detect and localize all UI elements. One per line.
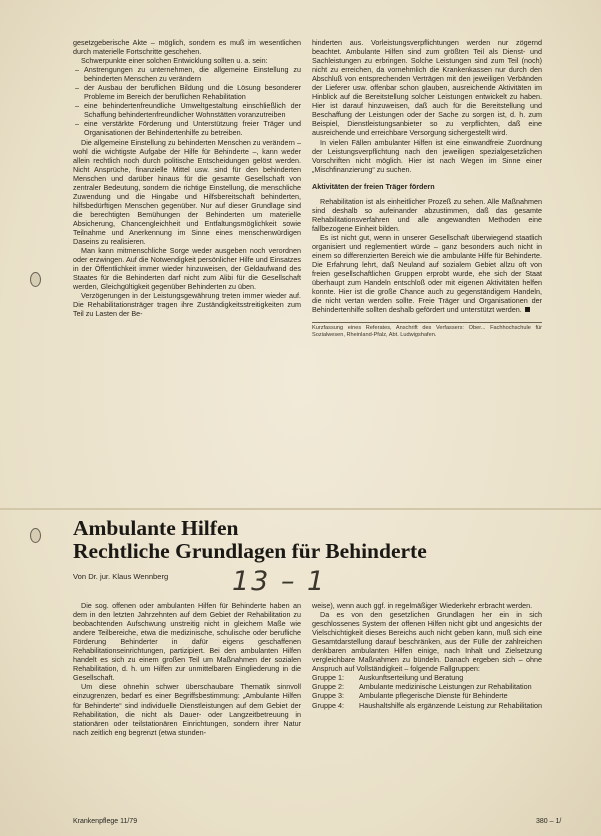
case-group-value: Auskunftserteilung und Beratung — [359, 673, 464, 683]
paragraph: Die sog. offenen oder ambulanten Hilfen für Behinderte haben an dem in den letzten Jahrzehnten auf dem Gebiet der Rehabilitation zu beobachtenden Aufschwung unstreitig nicht in gleichem Maße wie andere Teilbereiche, etwa die medizinische, schulische oder berufliche Förderung Behinderter in dafür eigens geschaffenen Rehabilitationseinrichtungen, partizipiert. Bei den ambulanten Hilfen handelt es sich zu einem großen Teil um Maßnahmen der sozialen Rehabilitation, d. h. um Hilfen zur unmittelbaren Eingliederung in die Gesellschaft. — [73, 601, 301, 683]
article-left-column — [73, 601, 301, 737]
paragraph: Die allgemeine Einstellung zu behinderten Menschen zu verändern – wohl die wichtigste Aufgabe der Hilfe für Behinderte –, kann weder allein rechtlich noch durch politische Entscheidungen gelöst werden. Nicht Ansprüche, finanzielle Mittel usw. sind für den behinderten Menschen und darüber hinaus für die gesamte Gesellschaft von zentraler Bedeutung, sondern die richtige Einstellung, die menschliche Zuwendung und die Hingabe und Hilfsbereitschaft behinderten, hilfsbedürftigen Menschen gegenüber. Nur auf dieser Grundlage sind die berechtigten Bemühungen der Behinderten um materielle Absicherung, Chancengleichheit und Entfaltungsmöglichkeit sowie Teilnahme und Anerkennung im Sinne eines menschenwürdigen Daseins zu realisieren. — [73, 137, 301, 247]
case-group-key: Gruppe 1: — [312, 673, 344, 683]
case-group — [312, 691, 542, 700]
case-group — [312, 701, 542, 710]
case-group-value: Ambulante medizinische Leistungen zur Rehabilitation — [359, 682, 532, 692]
bullet-list — [73, 65, 301, 137]
list-item: – der Ausbau der beruflichen Bildung und die Lösung besonderer Probleme im Bereich der beruflichen Rehabilitation — [73, 83, 301, 101]
paragraph: Um diese ohnehin schwer überschaubare Thematik sinnvoll einzugrenzen, bedarf es einer Begriffsbestimmung: „Ambulante Hilfen für Behinderte“ sind individuelle Dienstleistungen auf dem Gebiet der Rehabilitation, die nicht als Dauer- oder Langzeitbetreuung in stationären oder teilstationären Einrichtungen, sondern ihrer Natur nach zeitlich eng begrenzt (etwa stunden- — [73, 682, 301, 737]
punch-hole-top — [30, 272, 41, 287]
case-group-value: Haushaltshilfe als ergänzende Leistung zur Rehabilitation — [359, 700, 542, 710]
list-item: – eine behindertenfreundliche Umweltgestaltung einschließlich der Schaffung behindertenfreundlicher Wohnstätten voranzutreiben — [73, 101, 301, 119]
section-subheading: Aktivitäten der freien Träger fördern — [312, 181, 435, 191]
case-group — [312, 682, 542, 691]
article-title — [73, 517, 427, 563]
journal-reference: Krankenpflege 11/79 — [73, 818, 138, 825]
paragraph: gesetzgeberische Akte – möglich, sondern es muß im wesentlichen durch materielle Fortschritte geschehen. — [73, 38, 301, 57]
list-item: – Anstrengungen zu unternehmen, die allgemeine Einstellung zu behinderten Menschen zu verändern — [73, 65, 301, 83]
case-group-value: Ambulante pflegerische Dienste für Behinderte — [359, 691, 508, 701]
paragraph — [312, 233, 542, 314]
paragraph: Schwerpunkte einer solchen Entwicklung sollten u. a. sein: — [81, 56, 268, 66]
case-group-key: Gruppe 4: — [312, 700, 344, 710]
paragraph: hinderten aus. Vorleistungsverpflichtungen werden nur zögernd beachtet. Ambulante Hilfen sind zum größten Teil als Dienst- und Sachleistungen zu erbringen. Solche Leistungen sind zum Teil (noch) nicht zu erreichen, da vornehmlich die Krankenkassen nur durch den Abschluß von entsprechenden Verträgen mit den jeweiligen Verbänden der Lieferer usw. offenbar schon glauben, ausreichende Aktivitäten im Hinblick auf die Bereitstellung solcher Leistungen entwickelt zu haben. Hier ist darauf hinzuweisen, daß auch für die Bereitstellung und Beschaffung der Leistungen oder der Sache zu sorgen ist, d. h. zum Beispiel, Dienstleistungsanbieter so zu verpflichten, daß eine ausreichende und erreichbare Versorgung sichergestellt wird. — [312, 38, 542, 138]
top-left-column — [73, 38, 301, 318]
case-group-key: Gruppe 2: — [312, 682, 344, 692]
top-right-column — [312, 38, 542, 339]
page-number: 380 – 1/ — [536, 818, 562, 825]
article-right-column — [312, 601, 542, 710]
paragraph: Man kann mitmenschliche Sorge weder ausgeben noch verordnen oder erzwingen. Auf die Notwendigkeit persönlicher Hilfe und Einsatzes in der Öffentlichkeit immer wieder hinzuweisen, der Geldaufwand des Staates für die Behinderten darf nicht zum Alibi für die Gesellschaft werden, Gleichgültigkeit gegenüber Behinderten zu üben. — [73, 246, 301, 292]
page-fold — [0, 508, 601, 510]
end-mark — [525, 307, 530, 312]
paragraph-text: Es ist nicht gut, wenn in unserer Gesellschaft überwiegend staatlich organisiert und reglementiert würde – ganz besonders auch nicht in einem so differenzierten Bereich wie die ambulante Hilfe für Behinderte. Die Erfahrung lehrt, daß Neuland auf sozialem Gebiet allzu oft von freien gesellschaftlichen Gruppen erprobt wurde, ehe sich der Staat überhaupt zum Handeln entschloß oder mit eigenen Aktivitäten helfen konnte. Hier ist die große Chance auch zu gegenständigem Handeln, die nicht vertan werden sollte. Freie Träger und Organisationen der Behindertenhilfe sollten deshalb gefördert und unterstützt werden. — [312, 232, 542, 315]
paragraph: Rehabilitation ist als einheitlicher Prozeß zu sehen. Alle Maßnahmen sind deshalb so aufeinander abzustimmen, daß das gesamte Rehabilitationsverfahren und alle angewandten Methoden eine fallbezogene Einheit bilden. — [312, 196, 542, 233]
case-group — [312, 673, 542, 682]
footnote: Kurzfassung eines Referates, Anschrift des Verfassers: Ober... Fachhochschule für Sozialwesen, Rheinland-Pfalz, Abt. Ludwigshafen. — [312, 322, 542, 338]
article-title-line-2: Rechtliche Grundlagen für Behinderte — [73, 539, 427, 563]
case-group-key: Gruppe 3: — [312, 691, 344, 701]
list-item: – eine verstärkte Förderung und Unterstützung freier Träger und Organisationen der Behindertenhilfe zu betreiben. — [73, 119, 301, 137]
paragraph: weise), wenn auch ggf. in regelmäßiger Wiederkehr erbracht werden. — [312, 601, 533, 610]
paragraph: Verzögerungen in der Leistungsgewährung treten immer wieder auf. Die Rehabilitationsträger tragen ihre Zuständigkeitsstreitigkeiten zum Teil zu Lasten der Be- — [73, 291, 301, 319]
handwritten-note: 13 – 1 — [232, 566, 327, 597]
paragraph: Da es von den gesetzlichen Grundlagen her ein in sich geschlossenes System der offenen Hilfen nicht gibt und angesichts der Vielschichtigkeit dieses Bereichs auch nicht geben kann, muß sich eine Gesamtdarstellung darauf beschränken, aus der Fülle der zahlreichen denkbaren ambulanten Hilfen einige, nach Inhalt und Zielsetzung vergleichbare Maßnahmen zu bündeln. Danach ergeben sich – ohne Anspruch auf Vollständigkeit – folgende Fallgruppen: — [312, 610, 542, 674]
article-author: Von Dr. jur. Klaus Wennberg — [73, 572, 169, 581]
article-title-line-1: Ambulante Hilfen — [73, 516, 239, 540]
punch-hole-bottom — [30, 528, 41, 543]
paragraph: In vielen Fällen ambulanter Hilfen ist eine einwandfreie Zuordnung der Leistungsverpflichtung nach den jeweiligen spezialgesetzlichen Vorschriften nicht möglich. Hier ist nach Wegen im Sinne einer „Mischfinanzierung“ zu suchen. — [312, 137, 542, 174]
